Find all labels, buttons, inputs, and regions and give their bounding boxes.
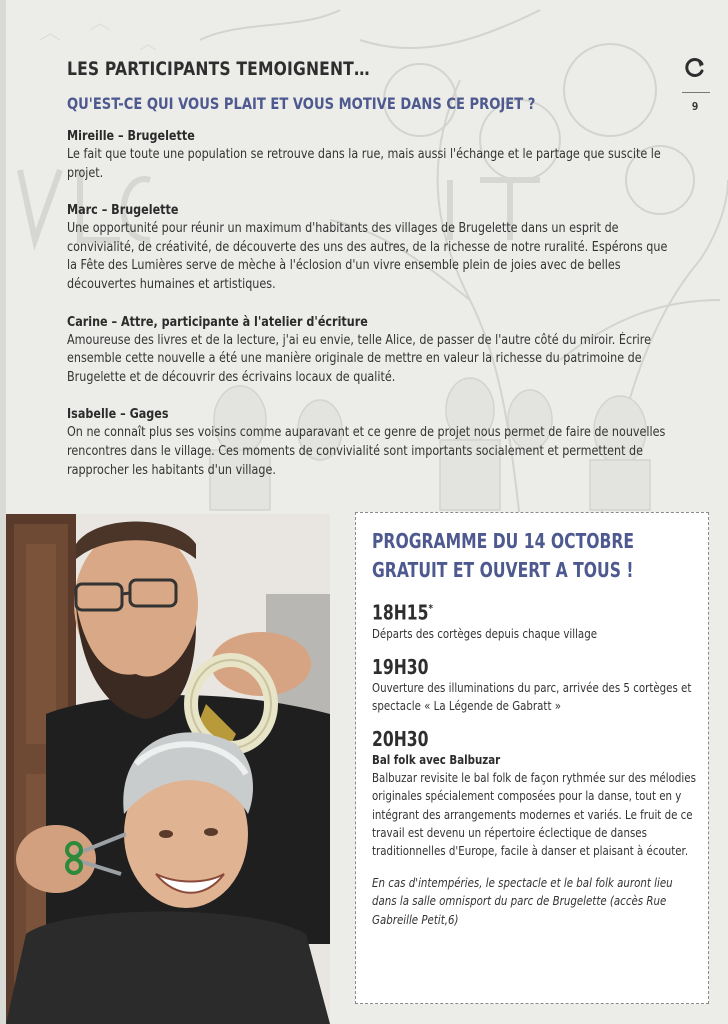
event-time-marker: * xyxy=(428,602,433,615)
page-number: 9 xyxy=(691,100,699,113)
event-description: Balbuzar revisite le bal folk de façon rythmée sur des mélodies originales spécialement composées pour la danse, tout en y intégrant des arrangements modernes et variés. Le fruit de ce travail est devenu un répertoire éclectique de danses traditionnelles d'Europe, facile à danser et plaisant à écouter. xyxy=(372,770,696,859)
testimonials-section xyxy=(67,128,677,499)
page-number-rule xyxy=(682,92,710,93)
testimonial xyxy=(67,128,677,183)
event-time-value: 20H30 xyxy=(372,727,429,752)
event-time-value: 18H15 xyxy=(372,600,429,625)
page-subtitle: QU'EST-CE QUI VOUS PLAIT ET VOUS MOTIVE DANS CE PROJET ? xyxy=(67,94,536,113)
event-time xyxy=(372,597,629,625)
event-description: Départs des cortèges depuis chaque village xyxy=(372,625,598,641)
testimonial-author: Marc – Brugelette xyxy=(67,203,179,219)
event-time xyxy=(372,655,629,679)
testimonial-author: Carine – Attre, participante à l'atelier d'écriture xyxy=(67,314,368,330)
haircut-photo xyxy=(6,514,330,1024)
crescent-logo-icon xyxy=(684,56,706,78)
program-title-line2: GRATUIT ET OUVERT A TOUS ! xyxy=(372,558,634,582)
testimonial xyxy=(67,406,677,480)
testimonial-text: Amoureuse des livres et de la lecture, j'ai eu envie, telle Alice, de passer de l'autre côté du miroir. Écrire ensemble cette nouvelle a été une manière originale de mettre en valeur la richesse du patrimoine de Brugelette et de découvrir des écrivains locaux de qualité. xyxy=(67,332,652,385)
event-subtitle: Bal folk avec Balbuzar xyxy=(372,752,501,768)
event-description: Ouverture des illuminations du parc, arrivée des 5 cortèges et spectacle « La Légende de Gabratt » xyxy=(372,679,692,714)
program-title-line1: PROGRAMME DU 14 OCTOBRE xyxy=(372,529,635,553)
testimonial xyxy=(67,314,677,388)
program-box xyxy=(355,512,709,1004)
testimonial-author: Mireille – Brugelette xyxy=(67,129,195,144)
testimonial xyxy=(67,202,677,294)
event-time xyxy=(372,727,629,751)
testimonial-text: Une opportunité pour réunir un maximum d'habitants des villages de Brugelette dans un esprit de convivialité, de créativité, de découverte des uns des autres, de la richesse de notre ruralité. Espérons que la Fête des Lumières serve de mèche à l'éclosion d'un vivre ensemble plein de joies avec de belles découvertes humaines et artistiques. xyxy=(67,221,668,292)
testimonial-text: On ne connaît plus ses voisins comme auparavant et ce genre de projet nous permet de faire de nouvelles rencontres dans le village. Ces moments de convivialité sont importants socialement et permettent de rapprocher les habitants d'un village. xyxy=(67,425,666,478)
page-title: LES PARTICIPANTS TEMOIGNENT… xyxy=(67,58,370,80)
weather-note: En cas d'intempéries, le spectacle et le bal folk auront lieu dans la salle omnisport du parc de Brugelette (accès Rue Gabreille Petit,6) xyxy=(372,875,673,927)
testimonial-author: Isabelle – Gages xyxy=(67,407,169,423)
event-time-value: 19H30 xyxy=(372,654,429,679)
testimonial-text: Le fait que toute une population se retrouve dans la rue, mais aussi l'échange et le partage que suscite le projet. xyxy=(67,147,661,181)
